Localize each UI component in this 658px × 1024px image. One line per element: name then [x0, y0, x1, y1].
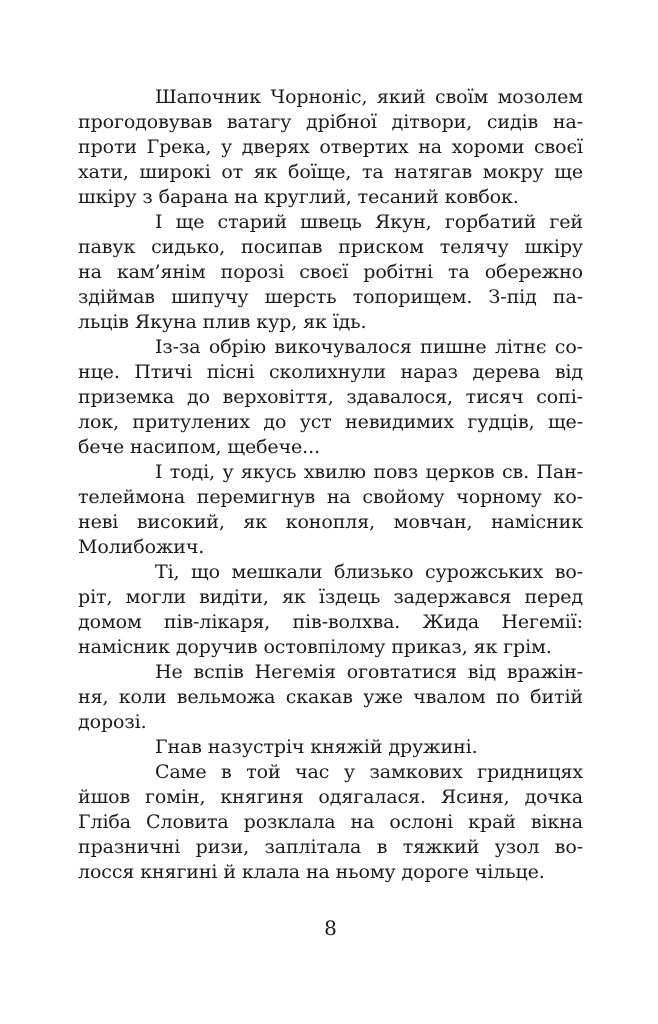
page-number: 8: [324, 916, 337, 940]
text-line: здіймав шипучу шерсть топорищем. З-під па-: [78, 286, 583, 308]
text-line: нце. Птичі пісні сколихнули нараз дерева від: [78, 361, 583, 383]
text-line: І ще старий швець Якун, горбатий гей: [155, 211, 583, 233]
text-line: ня, коли вельможа скакав уже чвалом по битій: [78, 686, 583, 708]
text-line: на кам’янім порозі своєї робітні та обережно: [78, 261, 583, 283]
text-line: Ті, що мешкали близько сурожських во-: [155, 561, 583, 583]
text-line: бече насипом, щебече...: [78, 436, 321, 458]
text-line: Шапочник Чорноніс, який своїм мозолем: [155, 86, 583, 108]
text-line: Молибожич.: [78, 536, 205, 558]
text-line: павук сидько, посипав приском телячу шкіру: [78, 236, 583, 258]
text-line: домом пів-лікаря, пів-волхва. Жида Негемії:: [78, 611, 583, 633]
text-block: [78, 85, 583, 885]
text-line: ріт, могли видіти, як їздець задержався перед: [78, 586, 583, 608]
paragraph: [78, 560, 583, 660]
text-line: дорозі.: [78, 711, 147, 733]
text-line: шкіру з барана на круглий, тесаний ковбок.: [78, 186, 519, 208]
paragraph: [78, 210, 583, 335]
text-line: йшов гомін, княгиня одягалася. Ясиня, дочка: [78, 786, 583, 808]
text-line: Гнав назустріч княжій дружині.: [155, 736, 478, 758]
text-line: Гліба Словита розклала на ослоні край вікна: [78, 811, 583, 833]
text-line: І тоді, у якусь хвилю повз церков св. Пан-: [155, 461, 583, 483]
text-line: лосся княгині й клала на ньому дороге чільце.: [78, 861, 545, 883]
paragraph: [78, 660, 583, 735]
text-line: лок, притулених до уст невидимих гудців, ще-: [78, 411, 583, 433]
text-line: Не вспів Негемія оговтатися від вражін-: [155, 661, 583, 683]
text-line: приземка до верховіття, здавалося, тисяч сопі-: [78, 386, 583, 408]
text-line: хати, широкі от як боїще, та натягав мокру ще: [78, 161, 583, 183]
text-line: льців Якуна плив кур, як їдь.: [78, 311, 367, 333]
paragraph: [78, 735, 583, 760]
paragraph: [78, 460, 583, 560]
text-line: Саме в той час у замкових гридницях: [155, 761, 583, 783]
text-line: намісник доручив остовпілому приказ, як грім.: [78, 636, 552, 658]
text-line: телеймона перемигнув на свойому чорному ко-: [78, 486, 583, 508]
text-line: прогодовував ватагу дрібної дітвори, сидів на-: [78, 111, 583, 133]
paragraph: [78, 85, 583, 210]
text-line: празничні ризи, заплітала в тяжкий узол во-: [78, 836, 583, 858]
text-line: неві високий, як конопля, мовчан, намісник: [78, 511, 583, 533]
paragraph: [78, 760, 583, 885]
text-line: Із-за обрію викочувалося пишне літнє со-: [155, 336, 583, 358]
text-line: проти Грека, у дверях отвертих на хороми своєї: [78, 136, 583, 158]
paragraph: [78, 335, 583, 460]
